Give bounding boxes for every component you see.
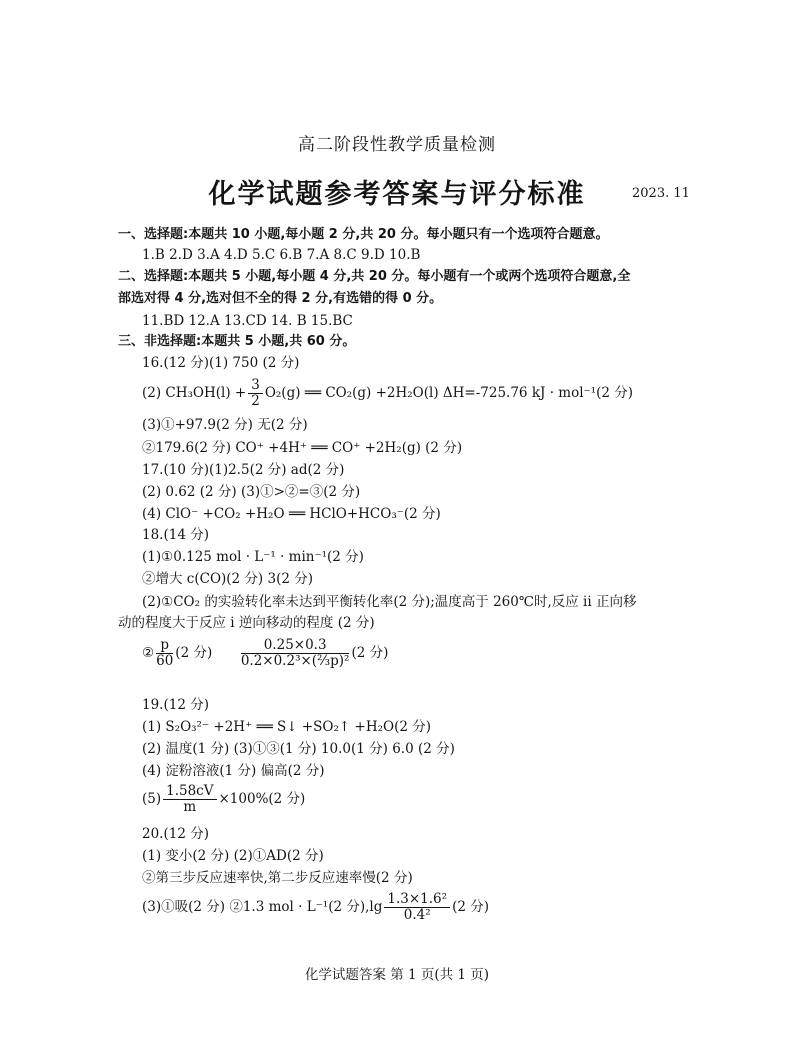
q16-line1: 16.(12 分)(1) 750 (2 分) <box>142 355 300 371</box>
q18-fraction-2 <box>241 638 350 669</box>
section2-heading-line1: 二、选择题:本题共 5 小题,每小题 4 分,共 20 分。每小题有一个或两个选项符合题意,全 <box>118 269 631 284</box>
q19-line3: (2) 温度(1 分) (3)①③(1 分) 10.0(1 分) 6.0 (2 分) <box>142 741 455 757</box>
q18-line6-post: (2 分) <box>351 645 389 661</box>
q18-fraction-1-den: 60 <box>156 653 174 669</box>
q19-line5-pre: (5) <box>142 791 162 807</box>
q17-line1: 17.(10 分)(1)2.5(2 分) ad(2 分) <box>142 462 345 478</box>
q18-line6 <box>142 638 388 669</box>
q20-line1: 20.(12 分) <box>142 826 209 842</box>
exam-subtitle: 高二阶段性教学质量检测 <box>298 135 496 155</box>
page-title: 化学试题参考答案与评分标准 <box>208 179 586 210</box>
q16-fraction <box>248 378 263 409</box>
q16-line4: ②179.6(2 分) CO⁺ +4H⁺ ══ CO⁺ +2H₂(g) (2 分) <box>142 440 463 456</box>
q18-line3: ②增大 c(CO)(2 分) 3(2 分) <box>142 571 313 587</box>
section1-heading: 一、选择题:本题共 10 小题,每小题 2 分,共 20 分。每小题只有一个选项符合题意。 <box>118 227 609 242</box>
q20-line4 <box>142 892 489 923</box>
q16-line2-pre: (2) CH₃OH(l) + <box>142 385 247 401</box>
q18-fraction-2-num: 0.25×0.3 <box>241 638 350 654</box>
q18-line2: (1)①0.125 mol · L⁻¹ · min⁻¹(2 分) <box>142 549 364 565</box>
section1-answers: 1.B 2.D 3.A 4.D 5.C 6.B 7.A 8.C 9.D 10.B <box>142 247 421 263</box>
section2-heading-line2: 部选对得 4 分,选对但不全的得 2 分,有选错的得 0 分。 <box>118 291 443 306</box>
q19-fraction-num: 1.58cV <box>163 784 216 800</box>
q17-line2: (2) 0.62 (2 分) (3)①>②=③(2 分) <box>142 484 361 500</box>
q18-line6-pre: ② <box>142 645 155 661</box>
q19-line5-post: ×100%(2 分) <box>218 791 306 807</box>
q17-line3: (4) ClO⁻ +CO₂ +H₂O ══ HClO+HCO₃⁻(2 分) <box>142 506 441 522</box>
q19-line4: (4) 淀粉溶液(1 分) 偏高(2 分) <box>142 763 325 779</box>
q20-fraction-num: 1.3×1.6² <box>384 892 450 908</box>
page-footer: 化学试题答案 第 1 页(共 1 页) <box>304 967 490 983</box>
q18-line6-mid: (2 分) <box>175 645 213 661</box>
q20-line2: (1) 变小(2 分) (2)①AD(2 分) <box>142 848 324 864</box>
section2-answers: 11.BD 12.A 13.CD 14. B 15.BC <box>142 313 353 329</box>
q20-fraction-den: 0.4² <box>403 907 431 923</box>
q18-fraction-1-num: p <box>156 638 173 654</box>
q16-fraction-den: 2 <box>251 393 260 409</box>
q18-line1: 18.(14 分) <box>142 527 209 543</box>
q18-line4: (2)①CO₂ 的实验转化率未达到平衡转化率(2 分);温度高于 260℃时,反应 ii 正向移 <box>142 594 637 610</box>
q16-line2 <box>142 378 633 409</box>
q18-line5: 动的程度大于反应 i 逆向移动的程度 (2 分) <box>118 615 375 631</box>
q19-fraction-den: m <box>183 799 197 815</box>
q20-fraction <box>384 892 450 923</box>
q16-line3: (3)①+97.9(2 分) 无(2 分) <box>142 417 308 433</box>
q19-line2: (1) S₂O₃²⁻ +2H⁺ ══ S↓ +SO₂↑ +H₂O(2 分) <box>142 719 431 735</box>
exam-date: 2023. 11 <box>632 186 690 201</box>
q19-line1: 19.(12 分) <box>142 697 209 713</box>
q18-fraction-2-den: 0.2×0.2³×(⅔p)² <box>240 653 350 669</box>
q20-line4-pre: (3)①吸(2 分) ②1.3 mol · L⁻¹(2 分),lg <box>142 899 383 915</box>
q20-line3: ②第三步反应速率快,第二步反应速率慢(2 分) <box>142 870 413 886</box>
section3-heading: 三、非选择题:本题共 5 小题,共 60 分。 <box>118 334 356 349</box>
q19-fraction <box>163 784 216 815</box>
q19-line5 <box>142 784 305 815</box>
q16-fraction-num: 3 <box>248 378 263 394</box>
q16-line2-post: O₂(g) ══ CO₂(g) +2H₂O(l) ΔH=-725.76 kJ · mol⁻¹(2 分) <box>264 385 633 401</box>
q18-fraction-1 <box>156 638 173 669</box>
q20-line4-post: (2 分) <box>452 899 489 915</box>
